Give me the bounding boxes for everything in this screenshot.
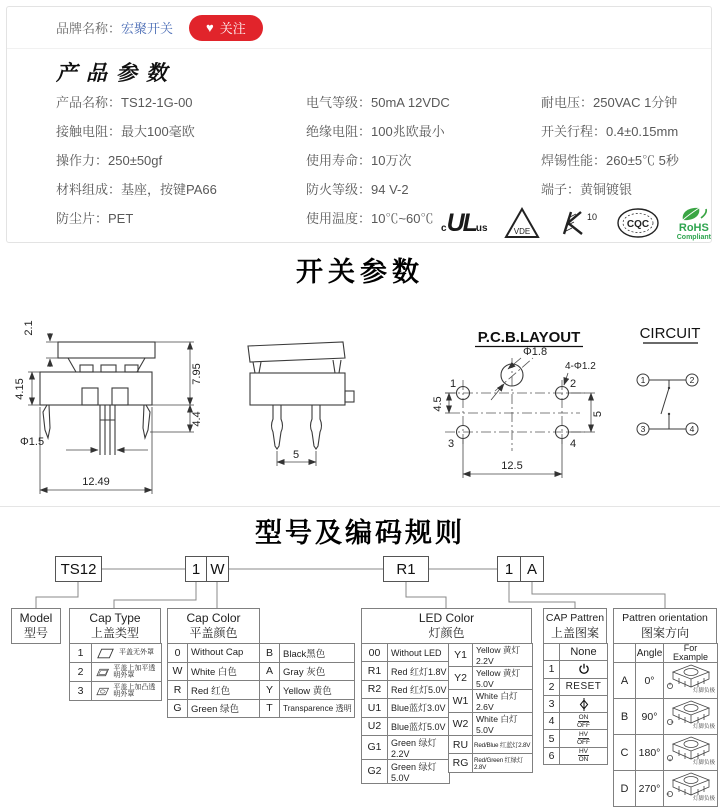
ek-10-icon [556,207,600,239]
orientation-angle: 0° [636,663,664,699]
follow-label: 关注 [219,21,246,36]
pattern-frac-top: ON [578,713,589,721]
ul-prefix: c [441,222,447,234]
led-desc: Without LED [388,644,450,662]
dim-pin-pitch: 5 [292,449,300,461]
cap-color-header-en: Cap Color [186,611,241,625]
code-cap-type: 1 [185,556,207,582]
led-desc: Blue蓝灯3.0V [388,699,450,717]
circuit-pin-4: 4 [689,424,695,434]
circuit-drawing [615,322,720,452]
svg-text:灯脚负极: 灯脚负极 [692,688,715,693]
vde-icon [503,206,541,240]
orientation-code: D [614,771,636,807]
cap-type-desc: 平盖上加平透明外罩 [113,664,156,679]
circuit-pin-1: 1 [640,375,646,385]
cap-color-desc: Yellow 黄色 [280,681,355,700]
led-code: W1 [449,690,473,713]
pattern-frac-bottom: ON [578,756,589,764]
cap-color-code: 0 [168,644,188,663]
switch-example-icon [665,771,717,801]
led-desc: Red/Green 红绿灯2.8V [473,754,533,772]
coding-title: 型号及编码规则 [255,518,465,548]
cap-color-code: T [260,699,280,718]
dim-total-height: 7.95 [191,363,203,385]
cap-type-header [69,608,161,644]
certification-icons [441,197,711,249]
spec-item: 电气等级：50mA 12VDC [306,95,450,110]
dim-pin-length: 4.4 [191,411,203,427]
led-code: W2 [449,713,473,736]
spec-item: 使用寿命：10万次 [306,153,412,168]
orientation-code: C [614,735,636,771]
orientation-angle: 90° [636,699,664,735]
dim-cap-height: 2.1 [23,320,35,336]
code-led: R1 [383,556,429,582]
cap-color-header-zh: 平盖颜色 [189,626,238,640]
orientation-header-zh: 图案方向 [640,626,689,640]
cap-color-table-right [259,643,355,718]
example-header-line1: For [683,643,698,653]
cap-type-header-en: Cap Type [89,611,141,625]
spec-item: 焊锡性能：260±5℃ 5秒 [541,153,679,168]
cap-type-code: 2 [70,663,92,682]
brand-bar [7,7,711,49]
coding-diagram [0,550,720,801]
pattern-code: 5 [544,730,560,747]
spec-item: 接触电阻：最大100毫欧 [56,124,195,139]
cap-color-desc: White 白色 [188,662,261,681]
led-color-header [361,608,532,644]
orientation-header [613,608,717,644]
cul-us-icon [441,208,488,237]
pcb-pin-4: 4 [569,438,577,450]
svg-text:灯脚负极: 灯脚负极 [692,760,715,765]
cap-type-desc: 平盖上加凸透明外罩 [113,683,156,698]
model-header [11,608,61,644]
spec-item: 防尘片：PET [56,211,134,226]
cap-color-desc: Transparence 透明 [280,699,355,718]
pcb-pin-3: 3 [447,438,455,450]
orientation-angle: 270° [636,771,664,807]
cap-flat-icon [94,647,117,660]
pcb-pin-2: 2 [569,378,577,390]
led-desc: White 白灯5.0V [473,713,533,736]
spec-item: 使用温度：10℃~60℃ [306,211,434,226]
section-divider [0,506,720,507]
cap-type-code: 1 [70,644,92,663]
pattern-code [544,644,560,661]
cap-color-desc: Red 红色 [188,681,261,700]
svg-text:灯脚负极: 灯脚负极 [692,796,715,801]
circuit-title: CIRCUIT [639,325,701,342]
pcb-dim-left: 4.5 [432,396,444,412]
code-cap-color: W [206,556,229,582]
rohs-line1: RoHS [678,221,709,234]
led-desc: Green 绿灯5.0V [388,759,450,783]
power-symbol-icon [578,663,590,675]
spec-item: 材料组成：基座，按键PA66 [56,182,217,197]
led-color-header-en: LED Color [418,611,475,625]
orientation-blank [614,644,636,663]
cap-color-desc: Green 绿色 [188,699,261,718]
side-view-drawing [233,312,403,502]
orientation-table [613,643,718,807]
cap-dome-cover-icon [94,685,111,698]
pcb-holes-label: 4-Φ1.2 [565,361,596,372]
led-code: R1 [362,662,388,680]
pcb-pin-1: 1 [449,378,457,390]
cap-color-code: R [168,681,188,700]
rohs-icon [677,206,711,241]
cap-type-desc: 平盖无外罩 [119,649,154,657]
led-desc: Green 绿灯2.2V [388,735,450,759]
code-orientation: A [520,556,544,582]
model-header-zh: 型号 [23,626,48,640]
pattern-reset: RESET [560,678,608,695]
switch-params-title: 开关参数 [296,257,424,287]
ul-main: UL [446,208,476,237]
svg-text:10: 10 [587,212,598,222]
dim-width: 12.49 [82,476,110,488]
svg-text:CQC: CQC [627,219,650,230]
pcb-title: P.C.B.LAYOUT [477,329,581,346]
pattern-frac-bottom: OFF [577,739,590,747]
cap-flat-cover-icon [94,666,111,679]
rohs-line2: Compliant [676,233,711,241]
cap-type-table [69,643,162,701]
heart-icon: ♥ [206,20,214,35]
cap-color-code: A [260,662,280,681]
led-color-header-zh: 灯颜色 [428,626,465,640]
cap-color-code: W [168,662,188,681]
led-desc: Red 红灯5.0V [388,680,450,698]
led-desc: Yellow 黄灯5.0V [473,667,533,690]
pattern-frac-top: HV [578,731,589,739]
cap-color-desc: Without Cap [188,644,261,663]
spec-column-3 [541,96,679,196]
led-code: RG [449,754,473,772]
brand-link[interactable]: 宏聚开关 [121,21,174,36]
brand-label: 品牌名称： [56,21,122,36]
cap-color-desc: Black黑色 [280,644,355,663]
pattern-frac-top: HV [578,748,589,756]
pattern-none: None [560,644,608,661]
cap-color-table-left [167,643,261,718]
code-pattern: 1 [497,556,521,582]
dim-body-height: 4.15 [14,378,26,400]
cap-pattern-table [543,643,608,765]
led-code: Y2 [449,667,473,690]
led-desc: Red 红灯1.8V [388,662,450,680]
led-table-left [361,643,450,784]
model-header-en: Model [19,611,53,625]
orientation-header-en: Pattren orientation [622,612,708,624]
svg-text:灯脚负极: 灯脚负极 [692,724,715,729]
code-model: TS12 [55,556,102,582]
pcb-dim-right: 5 [592,410,604,418]
orientation-angle-header: Angle [636,644,664,663]
pattern-code: 2 [544,678,560,695]
led-desc: Blue蓝灯5.0V [388,717,450,735]
led-code: Y1 [449,644,473,667]
led-code: R2 [362,680,388,698]
cap-color-code: B [260,644,280,663]
spec-item: 开关行程：0.4±0.15mm [541,124,679,139]
cap-pattern-header [543,608,607,644]
switch-example-icon [665,735,717,765]
led-code: G2 [362,759,388,783]
cap-pattern-header-zh: 上盖图案 [550,626,599,640]
circuit-pin-2: 2 [689,375,695,385]
example-header-line2: Example [672,652,708,662]
switch-example-icon [665,699,717,729]
product-panel [6,6,712,243]
led-code: 00 [362,644,388,662]
led-code: G1 [362,735,388,759]
led-code: U2 [362,717,388,735]
spec-item: 产品名称：TS12-1G-00 [56,95,193,110]
pattern-code: 3 [544,695,560,712]
switch-example-icon [665,663,717,693]
pattern-code: 1 [544,661,560,678]
spec-column-2 [306,96,450,225]
orientation-code: B [614,699,636,735]
svg-text:VDE: VDE [513,227,531,236]
cap-color-code: G [168,699,188,718]
orientation-code: A [614,663,636,699]
front-view-drawing [8,308,233,506]
follow-button[interactable] [189,15,263,41]
pattern-frac-bottom: OFF [577,721,590,729]
ul-suffix: us [475,222,488,234]
spec-item: 操作力：250±50gf [56,153,163,168]
led-desc: Red/Blue 红蓝灯2.8V [473,736,533,754]
cap-color-desc: Gray 灰色 [280,662,355,681]
spec-item: 防火等级：94 V-2 [306,182,409,197]
orientation-example-header [664,644,718,663]
spec-item: 绝缘电阻：100兆欧最小 [306,124,445,139]
led-desc: Yellow 黄灯2.2V [473,644,533,667]
led-desc: White 白灯2.6V [473,690,533,713]
pattern-code: 6 [544,747,560,764]
led-code: RU [449,736,473,754]
spec-item: 耐电压：250VAC 1分钟 [541,95,678,110]
pcb-layout-drawing [405,318,617,490]
product-params-title: 产品参数 [56,60,176,85]
cap-color-code: Y [260,681,280,700]
cap-pattern-header-en: CAP Pattren [545,612,605,624]
pcb-center-hole-label: Φ1.8 [523,346,548,358]
spec-item: 端子：黄铜镀银 [541,182,633,197]
orientation-angle: 180° [636,735,664,771]
cap-type-header-zh: 上盖类型 [90,626,139,640]
dim-pin-diameter: Φ1.5 [20,436,45,448]
led-table-right [448,643,533,773]
diamond-symbol-icon [579,698,589,711]
cqc-icon [615,206,661,240]
pattern-code: 4 [544,713,560,730]
led-code: U1 [362,699,388,717]
spec-column-1 [56,96,217,225]
circuit-pin-3: 3 [640,424,646,434]
cap-type-code: 3 [70,682,92,701]
pcb-dim-bottom: 12.5 [501,460,523,472]
cap-color-header [167,608,260,644]
